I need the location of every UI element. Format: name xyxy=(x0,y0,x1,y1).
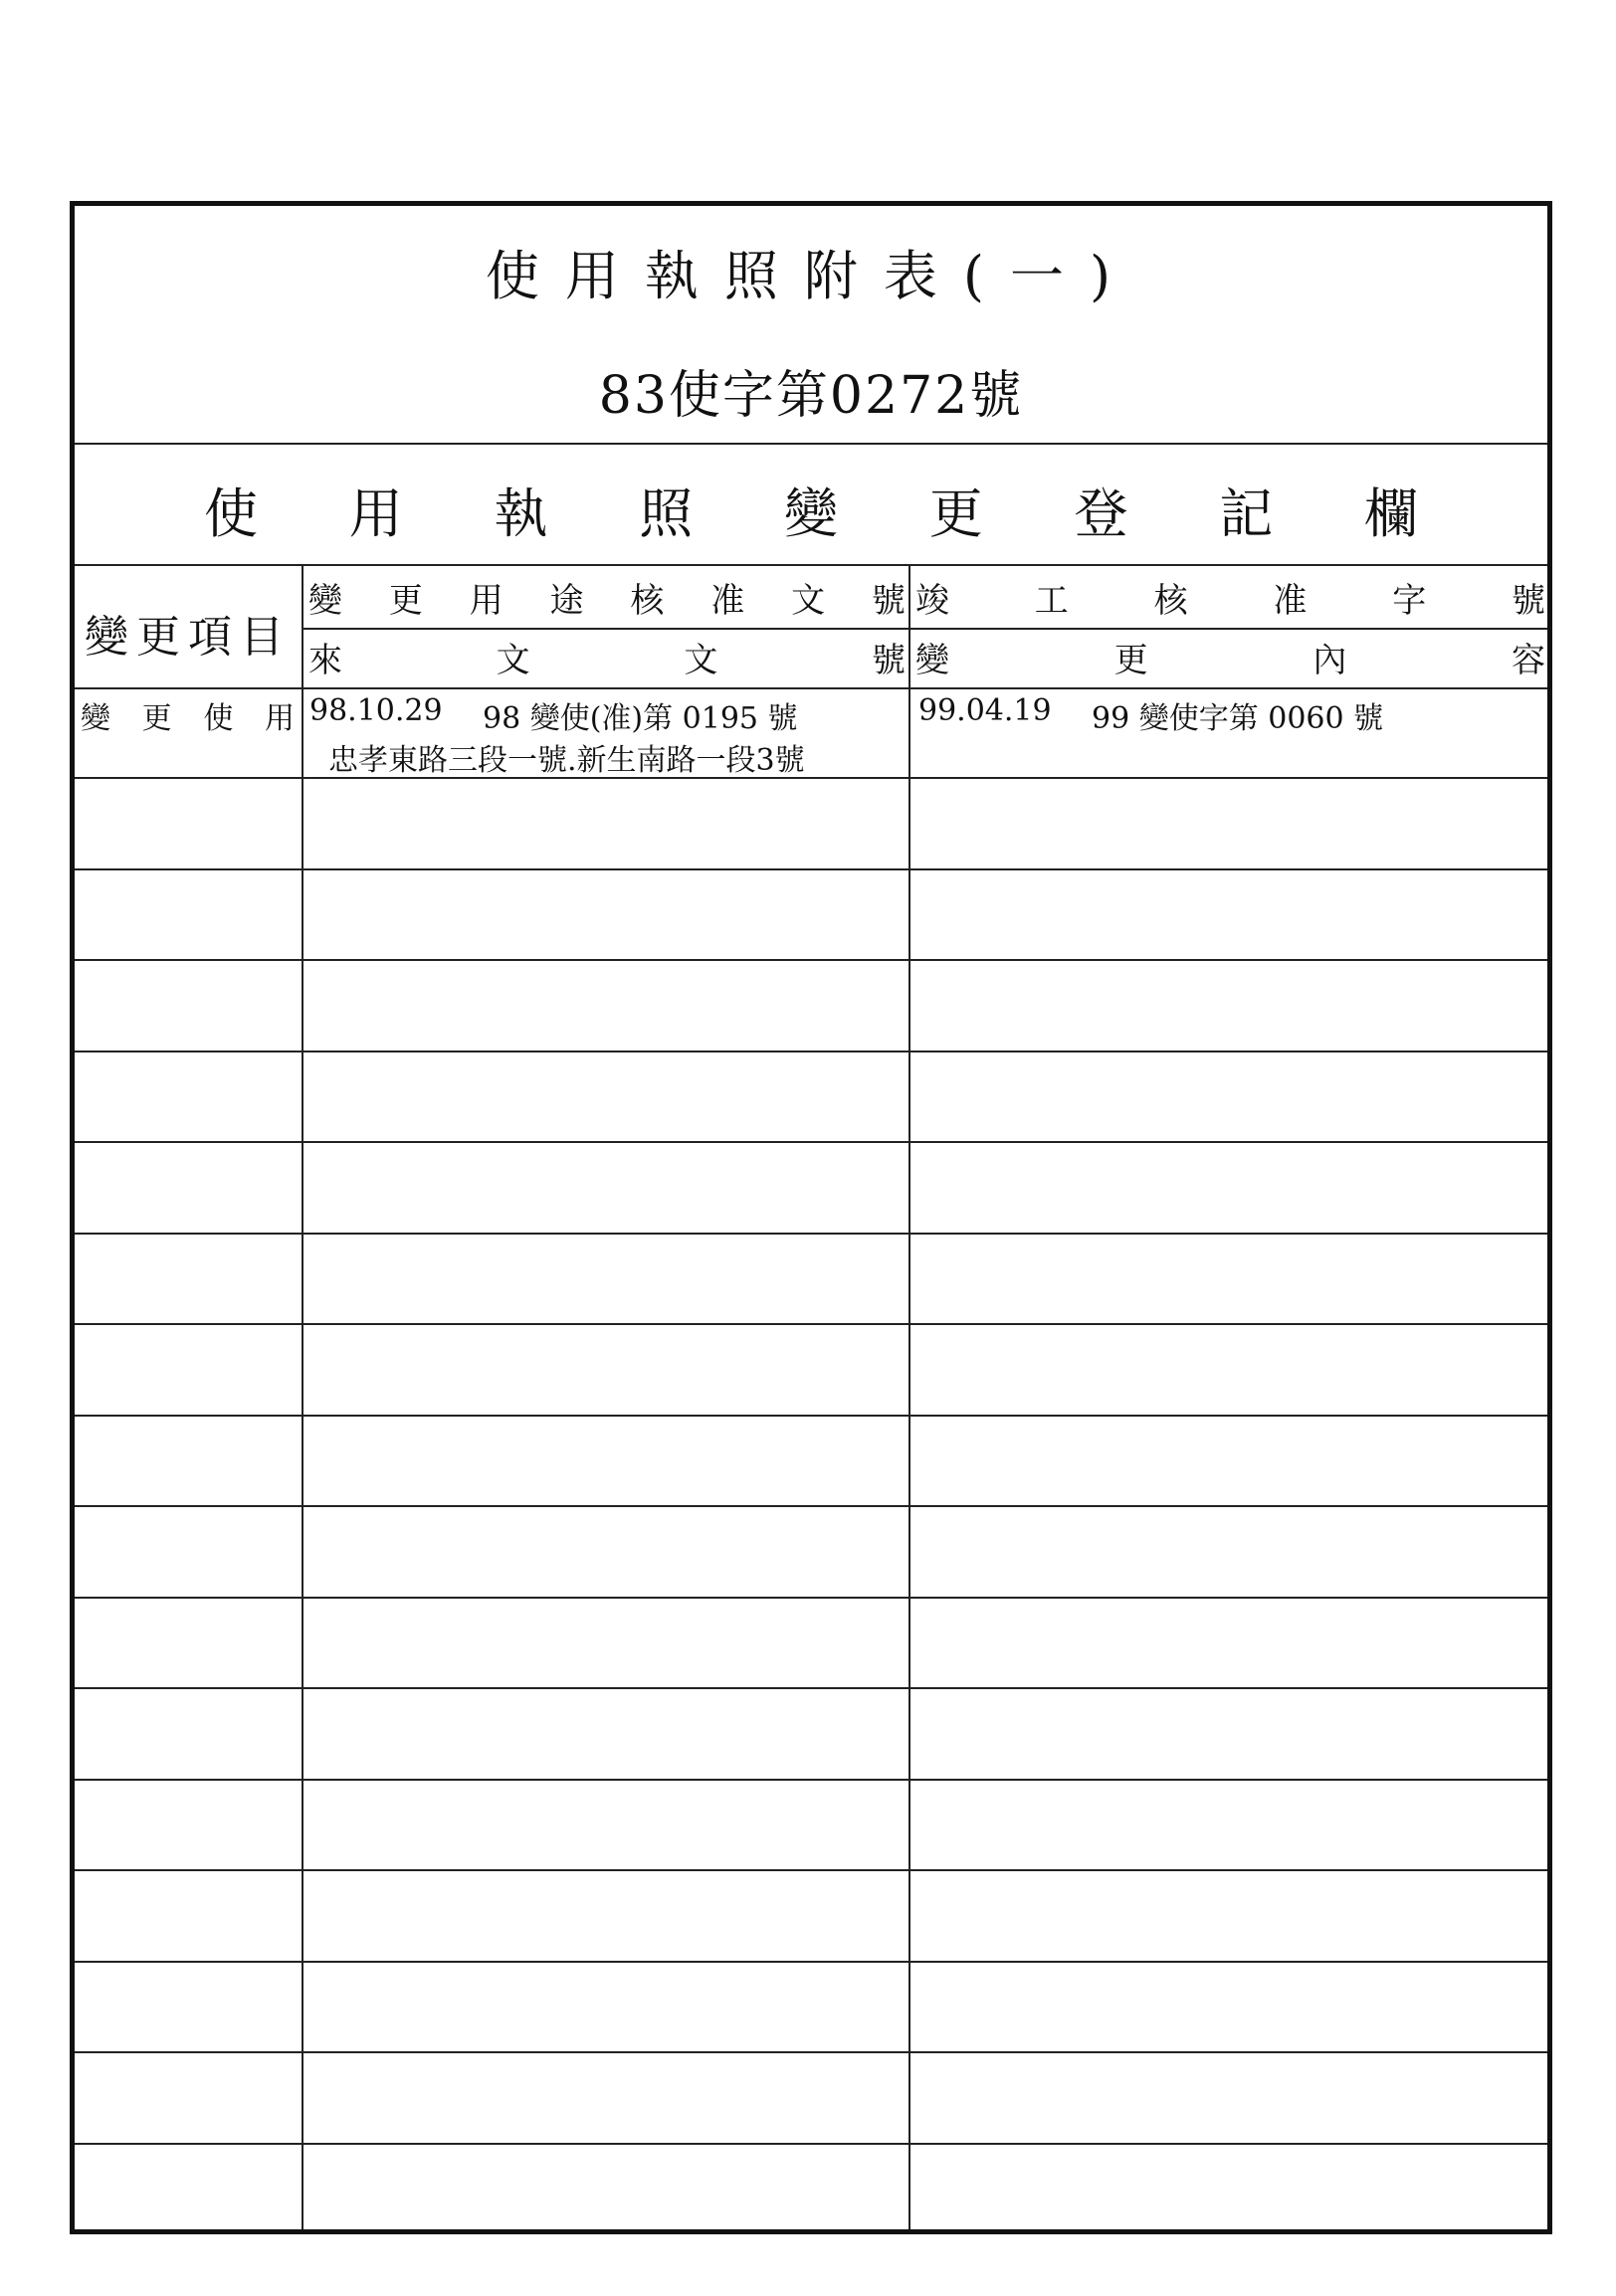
approval-date: 98.10.29 xyxy=(309,693,443,728)
table-row xyxy=(75,1233,1547,1235)
change-content-header: 變 更 內 容 xyxy=(915,640,1545,680)
table-row-item: 變 更 使 用 xyxy=(81,701,295,736)
divider xyxy=(75,564,1547,566)
divider xyxy=(75,687,1547,689)
address: 忠孝東路三段一號.新生南路一段3號 xyxy=(328,743,805,778)
column-divider xyxy=(909,564,910,2229)
table-row xyxy=(75,1687,1547,1689)
table-row xyxy=(75,1505,1547,1507)
incoming-document-header: 來 文 文 號 xyxy=(308,640,906,680)
table-row xyxy=(75,2051,1547,2053)
table-row xyxy=(75,777,1547,779)
approval-number: 98 變使(准)第 0195 號 xyxy=(483,701,798,736)
table-row xyxy=(75,1779,1547,1781)
table-row xyxy=(75,1141,1547,1143)
change-item-header: 變更項目 xyxy=(85,612,292,663)
license-number: 83使字第0272號 xyxy=(598,366,1024,426)
completion-number: 99 變使字第 0060 號 xyxy=(1092,701,1384,736)
column-divider xyxy=(302,564,303,2229)
table-row xyxy=(75,868,1547,870)
divider xyxy=(75,443,1547,445)
table-row xyxy=(75,1597,1547,1599)
table-row xyxy=(75,1051,1547,1052)
approval-number-header: 變 更 用 途 核 准 文 號 xyxy=(308,580,906,621)
table-row xyxy=(75,1323,1547,1325)
completion-number-header: 竣 工 核 准 字 號 xyxy=(915,580,1545,621)
table-row xyxy=(75,1869,1547,1871)
table-row xyxy=(75,1961,1547,1963)
completion-date: 99.04.19 xyxy=(918,693,1052,728)
table-row xyxy=(75,2143,1547,2145)
license-attachment-form xyxy=(70,201,1552,2234)
table-row xyxy=(75,959,1547,961)
section-title: 使 用 執 照 變 更 登 記 欄 xyxy=(204,481,1418,545)
header-divider xyxy=(303,628,1547,630)
form-title: 使用執照附表(一) xyxy=(485,245,1137,307)
table-row xyxy=(75,1415,1547,1417)
